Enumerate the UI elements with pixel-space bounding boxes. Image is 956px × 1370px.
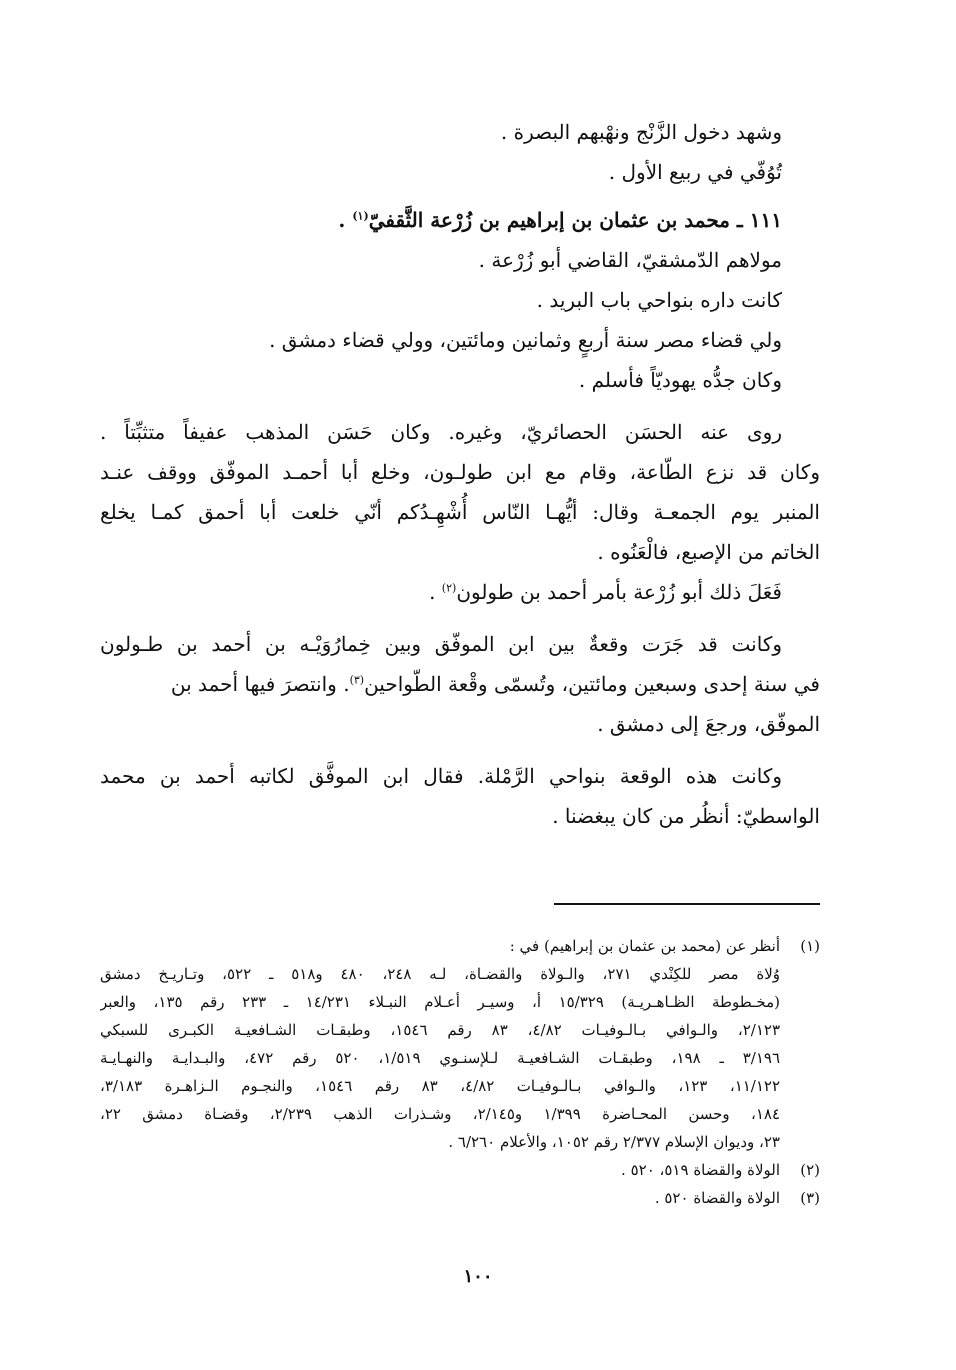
text-line: مولاهم الدّمشقيّ، القاضي أبو زُرْعة . xyxy=(478,248,782,272)
text-line-end: . xyxy=(429,580,442,604)
footnote-number: (٣) xyxy=(800,1189,820,1207)
text-line-part: في سنة إحدى وسبعين ومائتين، وتُسمّى وقْعة الطّواحين xyxy=(364,672,820,696)
footnote-text: (مخـطوطة الظـاهـريـة) ١٥/٣٢٩ أ، وسيـر أعـلام النبـلاء ١٤/٢٣١ ـ ٢٣٣ رقم ١٣٥، والعبر xyxy=(100,993,780,1011)
text-line: الخاتم من الإصبع، فالْعَنُوه . xyxy=(597,540,820,564)
footnote-text: ٣/١٩٦ ـ ١٩٨، وطبقـات الشـافعيـة لـلإسنـوي ١/٥١٩، ٥٢٠ رقم ٤٧٢، والبـدايـة والنهـايـة xyxy=(100,1049,780,1067)
main-text xyxy=(100,112,820,836)
page-number: ١٠٠ xyxy=(463,1266,493,1287)
text-line: الواسطيّ: أنظُر من كان يبغضنا . xyxy=(552,804,820,828)
text-line: وكانت قد جَرَت وقعةٌ بين ابن الموفّق وبين خِمارُوَيْـه بن أحمد بن طـولون xyxy=(100,632,782,656)
footnote-1-cont xyxy=(100,960,820,988)
text-line: وكان قد نزع الطّاعة، وقام مع ابن طولـون، وخلع أبا أحمـد الموفّق ووقف عنـد xyxy=(100,460,820,484)
footnote-number: (١) xyxy=(800,937,820,955)
footnote-1-cont xyxy=(100,1100,820,1128)
text-line: وكانت هذه الوقعة بنواحي الرَّمْلة. فقال ابن الموفَّق لكاتبه أحمد بن محمد xyxy=(100,764,782,788)
footnote-number: (٢) xyxy=(800,1161,820,1179)
footnote-1-cont xyxy=(100,1044,820,1072)
footnote-text: الولاة والقضاة ٥٢٠ . xyxy=(654,1189,780,1207)
footnote-separator xyxy=(554,903,820,905)
footnote-ref-1[interactable]: (١) xyxy=(352,209,369,223)
footnote-text: ٢/١٢٣، والـوافي بـالـوفيـات ٤/٨٢، ٨٣ رقم ١٥٤٦، وطبقـات الشـافعيـة الكبـرى للسبكي xyxy=(100,1021,780,1039)
footnote-1-cont xyxy=(100,988,820,1016)
entry-heading xyxy=(100,200,820,240)
text-line xyxy=(100,664,820,704)
footnote-text: أنظر عن (محمد بن عثمان بن إبراهيم) في : xyxy=(509,937,780,955)
entry-heading-text: ١١١ ـ محمد بن عثمان بن إبراهيم بن زُرْعة الثَّقفيّ xyxy=(368,208,782,232)
text-line-end: . وانتصرَ فيها أحمد بن xyxy=(170,672,350,696)
footnote-1 xyxy=(100,932,820,960)
text-line: وشهد دخول الزَّنْج ونهْبهم البصرة . xyxy=(500,120,782,144)
footnote-1-cont xyxy=(100,1072,820,1100)
text-line-part: فَعَلَ ذلك أبو زُرْعة بأمر أحمد بن طولون xyxy=(456,580,782,604)
footnote-ref-2[interactable]: (٢) xyxy=(441,581,457,595)
text-line: الموفّق، ورجعَ إلى دمشق . xyxy=(597,712,820,736)
text-line: وكان جدُّه يهوديّاً فأسلم . xyxy=(578,368,782,392)
text-line: ولي قضاء مصر سنة أربعٍ وثمانين ومائتين، وولي قضاء دمشق . xyxy=(269,328,782,352)
footnote-text: ١١/١٢٢، ١٢٣، والـوافي بـالـوفيـات ٤/٨٢، ٨٣ رقم ١٥٤٦، والنجـوم الـزاهـرة ٣/١٨٣، xyxy=(100,1077,780,1095)
entry-heading-end: . xyxy=(338,208,353,232)
footnote-text: ٢٣، وديوان الإسلام ٢/٣٧٧ رقم ١٠٥٢، والأعلام ٦/٢٦٠ . xyxy=(448,1133,780,1151)
footnote-1-cont xyxy=(100,1128,820,1156)
footnote-text: وُلاة مصر للكِنْدي ٢٧١، والـولاة والقضـاة، لـه ٢٤٨، ٤٨٠ و٥١٨ ـ ٥٢٢، وتـاريـخ دمشق xyxy=(100,965,780,983)
text-line: روى عنه الحسَن الحصائريّ، وغيره. وكان حَسَن المذهب عفيفاً متثبِّتاً . xyxy=(100,420,783,444)
text-line: تُوُفّي في ربيع الأول . xyxy=(608,160,782,184)
text-line: كانت داره بنواحي باب البريد . xyxy=(536,288,782,312)
text-line: المنبر يوم الجمعـة وقال: أيُّهـا النّاس أُشْهِـدُكم أنّي خلعت أبا أحمق كمـا يخلع xyxy=(100,500,820,524)
footnote-text: الولاة والقضاة ٥١٩، ٥٢٠ . xyxy=(621,1161,780,1179)
footnote-2 xyxy=(100,1156,820,1184)
footnote-text: ١٨٤، وحسن المحـاضرة ١/٣٩٩ و٢/١٤٥، وشـذرات الذهب ٢/٢٣٩، وقضـاة دمشق ٢٢، xyxy=(100,1105,780,1123)
footnote-ref-3[interactable]: (٣) xyxy=(349,673,365,687)
footnote-3 xyxy=(100,1184,820,1212)
text-line xyxy=(100,572,820,612)
footnotes xyxy=(100,932,820,1212)
footnote-1-cont xyxy=(100,1016,820,1044)
